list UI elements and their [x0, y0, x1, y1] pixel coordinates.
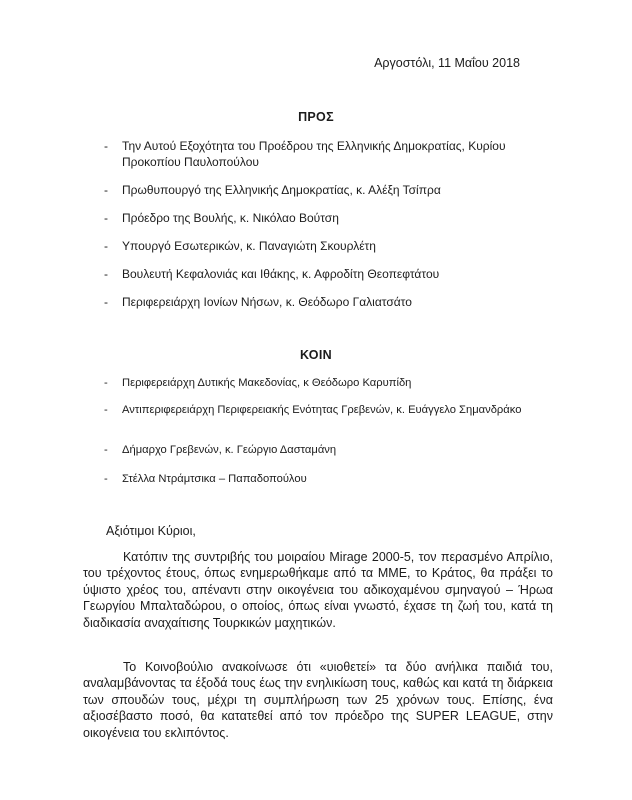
list-dash: - [104, 211, 108, 225]
list-dash: - [104, 377, 108, 389]
recipient-text: Βουλευτή Κεφαλονιάς και Ιθάκης, κ. Αφροδίτη Θεοπεφτάτου [122, 267, 440, 281]
list-dash: - [104, 139, 108, 153]
recipient-text: Την Αυτού Εξοχότητα του Προέδρου της Ελληνικής Δημοκρατίας, Κυρίου Προκοπίου Παυλοπούλου [122, 139, 506, 169]
list-dash: - [104, 295, 108, 309]
list-dash: - [104, 444, 108, 456]
recipient-text: Υπουργό Εσωτερικών, κ. Παναγιώτη Σκουρλέτη [122, 239, 376, 253]
recipient-text: Πρόεδρο της Βουλής, κ. Νικόλαο Βούτση [122, 211, 339, 225]
recipient-text: Πρωθυπουργό της Ελληνικής Δημοκρατίας, κ. Αλέξη Τσίπρα [122, 183, 441, 197]
date-line: Αργοστόλι, 11 Μαΐου 2018 [374, 56, 520, 70]
body-paragraph: Το Κοινοβούλιο ανακοίνωσε ότι «υιοθετεί» τα δύο ανήλικα παιδιά του, αναλαμβάνοντας τα έξοδά τους έως την ενηλικίωση τους, καθώς και κατά τη διάρκεια των σπουδών τους, μέχρι τη συμπλήρωση των 25 χρόνων τους. Επίσης, ένα αξιοσέβαστο ποσό, θα κατατεθεί από τον πρόεδρο της SUPER LEAGUE, στην οικογένεια του εκλιπόντος. [83, 660, 553, 740]
cc-text: Στέλλα Ντράμτσικα – Παπαδοπούλου [122, 473, 307, 485]
list-dash: - [104, 239, 108, 253]
cc-heading: ΚΟΙΝ [300, 348, 332, 362]
cc-text: Δήμαρχο Γρεβενών, κ. Γεώργιο Δασταμάνη [122, 444, 337, 456]
list-dash: - [104, 473, 108, 485]
recipients-heading: ΠΡΟΣ [298, 110, 334, 124]
list-dash: - [104, 404, 108, 416]
body-paragraph: Κατόπιν της συντριβής του μοιραίου Mirage 2000-5, τον περασμένο Απρίλιο, του τρέχοντος έτους, όπως ενημερωθήκαμε από τα ΜΜΕ, το Κράτος, θα πράξει το ύψιστο χρέος του, απέναντι στην οικογένεια του αδικοχαμένου σμηναγού – Ήρωα Γεωργίου Μπαλταδώρου, ο οποίος, όπως είναι γνωστό, έχασε τη ζωή του, κατά τη διαδικασία αναχαίτισης Τουρκικών μαχητικών. [83, 550, 553, 630]
list-dash: - [104, 267, 108, 281]
cc-text: Αντιπεριφερειάρχη Περιφερειακής Ενότητας Γρεβενών, κ. Ευάγγελο Σημανδράκο [122, 404, 522, 416]
salutation: Αξιότιμοι Κύριοι, [106, 524, 196, 538]
recipient-text: Περιφερειάρχη Ιονίων Νήσων, κ. Θεόδωρο Γαλιατσάτο [122, 295, 412, 309]
cc-text: Περιφερειάρχη Δυτικής Μακεδονίας, κ Θεόδωρο Καρυπίδη [122, 377, 412, 389]
list-dash: - [104, 183, 108, 197]
